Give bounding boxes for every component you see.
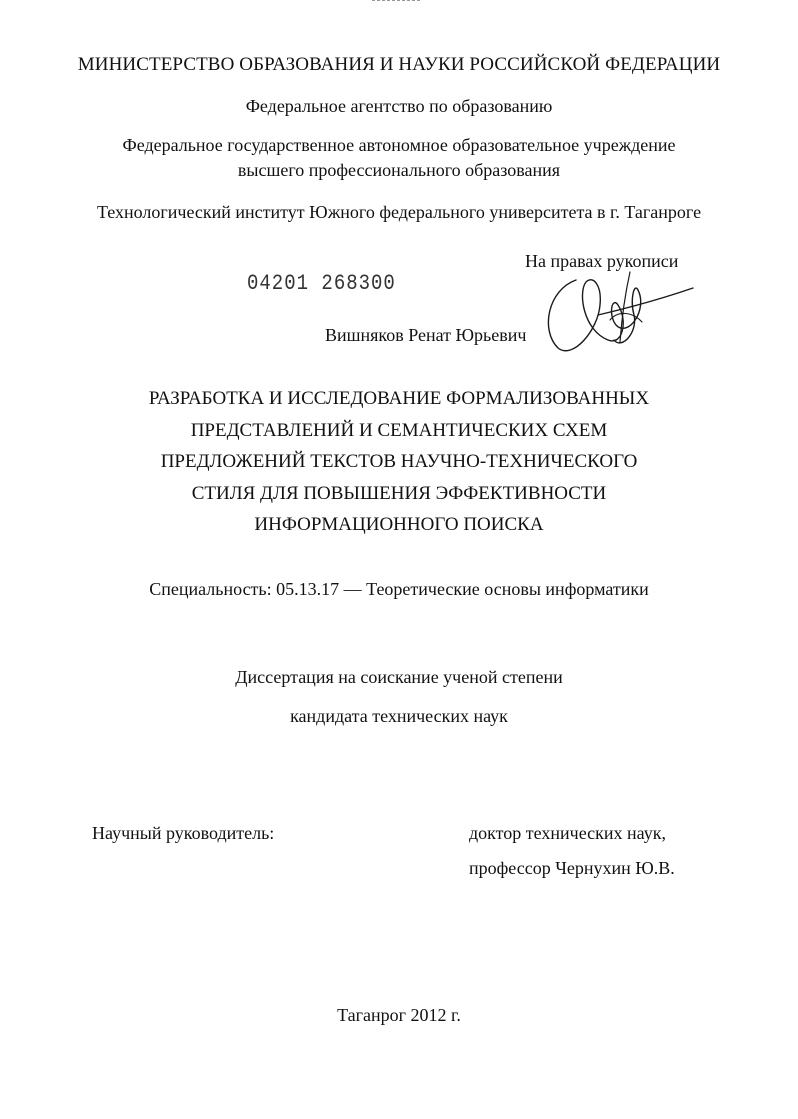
degree-line-1: Диссертация на соискание ученой степени <box>235 667 563 687</box>
institution-line-2: высшего профессионального образования <box>237 160 561 180</box>
title-line-2: ПРЕДСТАВЛЕНИЙ И СЕМАНТИЧЕСКИХ СХЕМ <box>190 419 608 441</box>
agency-name: Федеральное агентство по образованию <box>245 96 553 116</box>
institution-line-1: Федеральное государственное автономное образовательное учреждение <box>122 135 676 155</box>
manuscript-note: На правах рукописи <box>525 251 679 271</box>
supervisor-label: Научный руководитель: <box>92 823 275 843</box>
degree-line-2: кандидата технических наук <box>290 706 508 726</box>
scan-mark <box>372 0 420 3</box>
city-year: Таганрог 2012 г. <box>337 1005 461 1025</box>
registration-stamp: 04201 268300 <box>247 270 396 296</box>
title-line-1: РАЗРАБОТКА И ИССЛЕДОВАНИЕ ФОРМАЛИЗОВАННЫХ <box>148 388 650 409</box>
supervisor-name: профессор Чернухин Ю.В. <box>469 858 675 878</box>
author-name: Вишняков Ренат Юрьевич <box>325 325 527 345</box>
title-line-4: СТИЛЯ ДЛЯ ПОВЫШЕНИЯ ЭФФЕКТИВНОСТИ <box>191 482 607 504</box>
ministry-heading: МИНИСТЕРСТВО ОБРАЗОВАНИЯ И НАУКИ РОССИЙСКОЙ ФЕДЕРАЦИИ <box>77 54 721 75</box>
title-line-5: ИНФОРМАЦИОННОГО ПОИСКА <box>254 514 544 535</box>
supervisor-degree: доктор технических наук, <box>469 823 666 843</box>
institute-name: Технологический институт Южного федерального университета в г. Таганроге <box>96 202 702 222</box>
signature-image <box>538 260 698 360</box>
dissertation-title <box>0 383 798 541</box>
title-line-3: ПРЕДЛОЖЕНИЙ ТЕКСТОВ НАУЧНО-ТЕХНИЧЕСКОГО <box>160 451 638 472</box>
specialty: Специальность: 05.13.17 — Теоретические основы информатики <box>149 579 649 599</box>
